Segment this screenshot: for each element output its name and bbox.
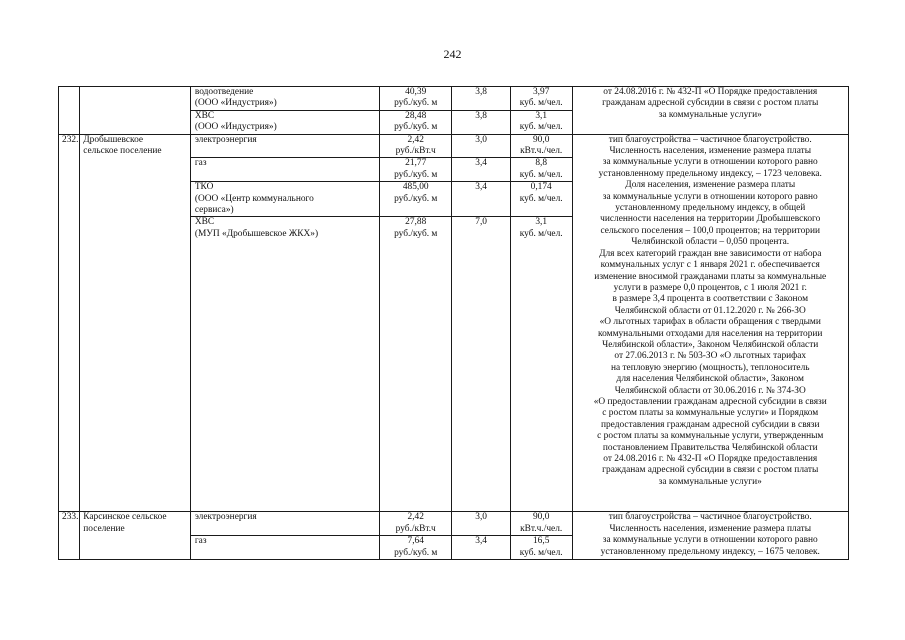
tariff-rate-cell: 21,77 руб./куб. м [380, 158, 452, 182]
table-row [59, 134, 849, 158]
norm-cell: 90,0 кВт.ч./чел. [510, 134, 572, 158]
table-row [59, 87, 849, 111]
service-name-cell: газ [190, 158, 379, 182]
table-row [59, 512, 849, 536]
tariff-rate-cell: 2,42 руб./кВт.ч [380, 512, 452, 536]
service-name-cell: газ [190, 536, 379, 560]
index-cell: 3,8 [452, 87, 510, 111]
index-cell: 7,0 [452, 217, 510, 512]
service-name-cell: ТКО (ООО «Центр коммунального сервиса») [190, 182, 379, 217]
description-cell: тип благоустройства – частичное благоустройство. Численность населения, изменение размера платы за коммунальные услуги в отношении которого равно установленному предельному индексу, – 1723 человека. Доля населения, изменение размера платы за коммунальные услуги в отношении которого равно установленному предельному индексу, в общей численности населения на территории Дробышевского сельского поселения – 100,0 процентов; на территории Челябинской области – 0,050 процента. Для всех категорий граждан вне зависимости от набора коммунальных услуг с 1 января 2021 г. обеспечивается изменение вносимой гражданами платы за коммунальные услуги в размере 0,0 процентов, с 1 июля 2021 г. в размере 3,4 процента в соответствии с Законом Челябинской области от 01.12.2020 г. № 266-ЗО «О льготных тарифах в области обращения с твердыми коммунальными отходами для населения на территории Челябинской области», Законом Челябинской области от 27.06.2013 г. № 503-ЗО «О льготных тарифах на тепловую энергию (мощность), теплоноситель для населения Челябинской области», Законом Челябинской области от 30.06.2016 г. № 374-ЗО «О предоставлении гражданам адресной субсидии в связи с ростом платы за коммунальные услуги» и Порядком предоставления гражданам адресной субсидии в связи с ростом платы за коммунальные услуги, утвержденным постановлением Правительства Челябинской области от 24.08.2016 г. № 432-П «О Порядке предоставления гражданам адресной субсидии в связи с ростом платы за коммунальные услуги» [572, 134, 849, 512]
norm-cell: 90,0 кВт.ч./чел. [510, 512, 572, 536]
tariff-rate-cell: 7,64 руб./куб. м [380, 536, 452, 560]
norm-cell: 0,174 куб. м/чел. [510, 182, 572, 217]
description-cell: от 24.08.2016 г. № 432-П «О Порядке предоставления гражданам адресной субсидии в связи с ростом платы за коммунальные услуги» [572, 87, 849, 135]
service-name-cell: ХВС (ООО «Индустрия») [190, 110, 379, 134]
settlement-name-cell: Дробышевское сельское поселение [80, 134, 191, 512]
norm-cell: 3,1 куб. м/чел. [510, 217, 572, 512]
row-number-cell: 233. [59, 512, 80, 560]
tariff-rate-cell: 40,39 руб./куб. м [380, 87, 452, 111]
tariff-rate-cell: 28,48 руб./куб. м [380, 110, 452, 134]
index-cell: 3,4 [452, 536, 510, 560]
page-number: 242 [443, 47, 462, 61]
norm-cell: 3,1 куб. м/чел. [510, 110, 572, 134]
tariff-rate-cell: 485,00 руб./куб. м [380, 182, 452, 217]
tariff-table [58, 86, 849, 560]
index-cell: 3,0 [452, 512, 510, 536]
row-number-cell: 232. [59, 134, 80, 512]
index-cell: 3,8 [452, 110, 510, 134]
tariff-rate-cell: 27,88 руб./куб. м [380, 217, 452, 512]
norm-cell: 8,8 куб. м/чел. [510, 158, 572, 182]
norm-cell: 16,5 куб. м/чел. [510, 536, 572, 560]
settlement-name-cell [80, 87, 191, 135]
settlement-name-cell: Карсинское сельское поселение [80, 512, 191, 560]
service-name-cell: электроэнергия [190, 512, 379, 536]
description-cell: тип благоустройства – частичное благоустройство. Численность населения, изменение размера платы за коммунальные услуги в отношении которого равно установленному предельному индексу, – 1675 человек. [572, 512, 849, 560]
norm-cell: 3,97 куб. м/чел. [510, 87, 572, 111]
index-cell: 3,0 [452, 134, 510, 158]
tariff-rate-cell: 2,42 руб./кВт.ч [380, 134, 452, 158]
service-name-cell: водоотведение (ООО «Индустрия») [190, 87, 379, 111]
service-name-cell: ХВС (МУП «Дробышевское ЖКХ») [190, 217, 379, 512]
index-cell: 3,4 [452, 158, 510, 182]
row-number-cell [59, 87, 80, 135]
index-cell: 3,4 [452, 182, 510, 217]
service-name-cell: электроэнергия [190, 134, 379, 158]
